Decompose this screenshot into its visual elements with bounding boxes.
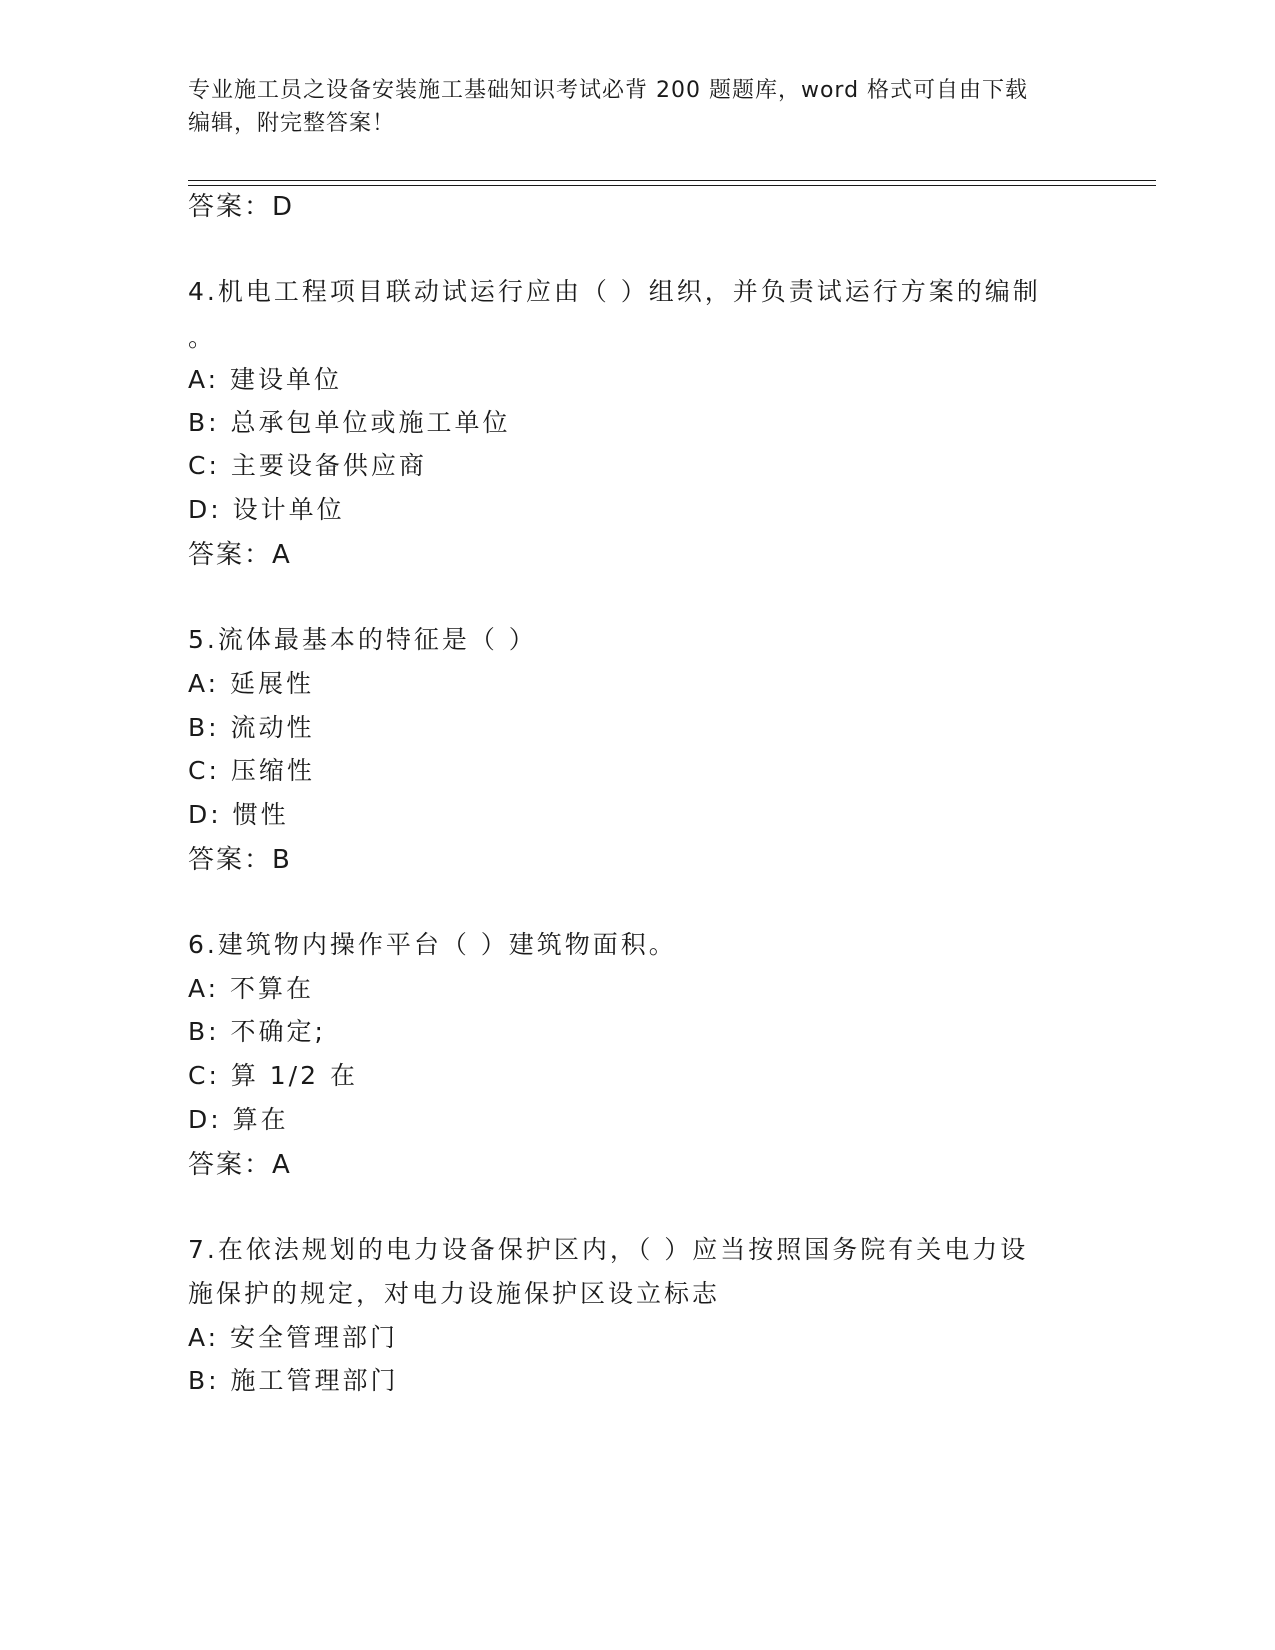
option-c: C: 算 1/2 在 <box>188 1061 358 1090</box>
answer-line <box>188 839 292 876</box>
option-b: B: 总承包单位或施工单位 <box>188 408 511 437</box>
header-divider <box>188 180 1156 186</box>
header-line-2: 编辑，附完整答案！ <box>188 111 396 136</box>
option-b: B: 施工管理部门 <box>188 1366 399 1395</box>
question-stem: 6.建筑物内操作平台（ ）建筑物面积。 <box>188 930 677 959</box>
question-stem: 5.流体最基本的特征是（ ） <box>188 625 537 654</box>
option-d: D: 设计单位 <box>188 495 345 524</box>
question-stem-continued: 。 <box>188 323 217 352</box>
header-line-1: 专业施工员之设备安装施工基础知识考试必背 200 题题库，word 格式可自由下载 <box>188 78 1029 103</box>
question-stem: 4.机电工程项目联动试运行应由（ ）组织，并负责试运行方案的编制 <box>188 277 1041 306</box>
answer-value: A <box>272 1150 292 1180</box>
answer-label: 答案： <box>188 845 273 875</box>
answer-label: 答案： <box>188 192 273 222</box>
question-stem: 7.在依法规划的电力设备保护区内，（ ）应当按照国务院有关电力设 <box>188 1235 1029 1264</box>
option-a: A: 延展性 <box>188 669 315 698</box>
option-b: B: 流动性 <box>188 713 315 742</box>
option-b: B: 不确定; <box>188 1017 326 1046</box>
option-a: A: 不算在 <box>188 974 315 1003</box>
answer-value: D <box>272 192 295 222</box>
answer-label: 答案： <box>188 540 273 570</box>
answer-value: B <box>272 845 292 875</box>
option-c: C: 压缩性 <box>188 756 315 785</box>
option-d: D: 算在 <box>188 1105 289 1134</box>
answer-value: A <box>272 540 292 570</box>
document-page <box>188 0 1158 1650</box>
question-stem-continued: 施保护的规定，对电力设施保护区设立标志 <box>188 1279 721 1308</box>
option-a: A: 建设单位 <box>188 365 343 394</box>
answer-label: 答案： <box>188 1150 273 1180</box>
answer-line <box>188 534 292 571</box>
option-c: C: 主要设备供应商 <box>188 451 427 480</box>
option-d: D: 惯性 <box>188 800 289 829</box>
option-a: A: 安全管理部门 <box>188 1323 399 1352</box>
document-header <box>188 74 1068 140</box>
answer-line <box>188 1144 292 1181</box>
answer-line <box>188 186 294 223</box>
